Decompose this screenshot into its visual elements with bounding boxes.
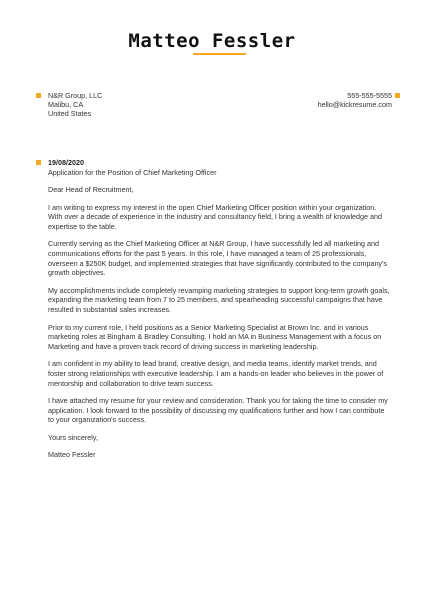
letter-paragraph: I am writing to express my interest in the open Chief Marketing Officer position within your organization. With over a decade of experience in the industry and consultancy field, I bring a wealth of knowledge and expertise to the table.	[48, 202, 383, 231]
letter-date: 19/08/2020	[48, 158, 84, 167]
sender-email: hello@kickresume.com	[317, 100, 392, 110]
name-underline	[193, 53, 246, 55]
letter-paragraph: I have attached my resume for your review and consideration. Thank you for taking the time to consider my application. I look forward to the possibility of discussing my qualifications further and how I can contribute to your organization's success.	[48, 396, 388, 425]
sender-contact	[318, 91, 392, 109]
contact-marker-icon	[395, 93, 400, 98]
letter-body	[48, 185, 392, 468]
letter-closing: Yours sincerely,	[48, 432, 98, 442]
sender-phone: 555-555-5555	[347, 91, 392, 100]
letter-subject: Application for the Position of Chief Marketing Officer	[48, 168, 217, 177]
letter-greeting: Dear Head of Recruitment,	[48, 185, 134, 194]
recipient-city: Malibu, CA	[48, 100, 84, 110]
letter-paragraph: My accomplishments include completely revamping marketing strategies to support long-term growth goals, expanding the marketing team from 7 to 25 members, and spearheading successful campaigns that have resulted in substantial sales increases.	[48, 285, 390, 314]
applicant-name: Matteo Fessler	[128, 30, 296, 52]
letter-paragraph: Prior to my current role, I held positions as a Senior Marketing Specialist at Brown Inc. and in various marketing roles at Bingham & Bradley Consulting. I hold an MA in Business Management with a focus on Marketing and have a proven track record of driving success in marketing leadership.	[48, 322, 382, 351]
date-marker-icon	[36, 160, 41, 165]
recipient-country: United States	[48, 109, 92, 119]
recipient-address	[48, 91, 102, 119]
recipient-company: N&R Group, LLC	[48, 91, 103, 100]
letter-signature: Matteo Fessler	[48, 450, 96, 460]
letter-paragraph: I am confident in my ability to lead brand, creative design, and media teams, identify market trends, and foster strong relationships with executive leadership. I am a hands-on leader who believes in the power of mentorship and collaboration to drive team success.	[48, 359, 384, 388]
recipient-marker-icon	[36, 93, 41, 98]
letter-paragraph: Currently serving as the Chief Marketing Officer at N&R Group, I have successfully led all marketing and communications efforts for the past 5 years. In this role, I have managed a team of 25 professionals, overseen a $250K budget, and implemented strategies that have significantly contributed to the company's growth objectives.	[48, 239, 387, 278]
